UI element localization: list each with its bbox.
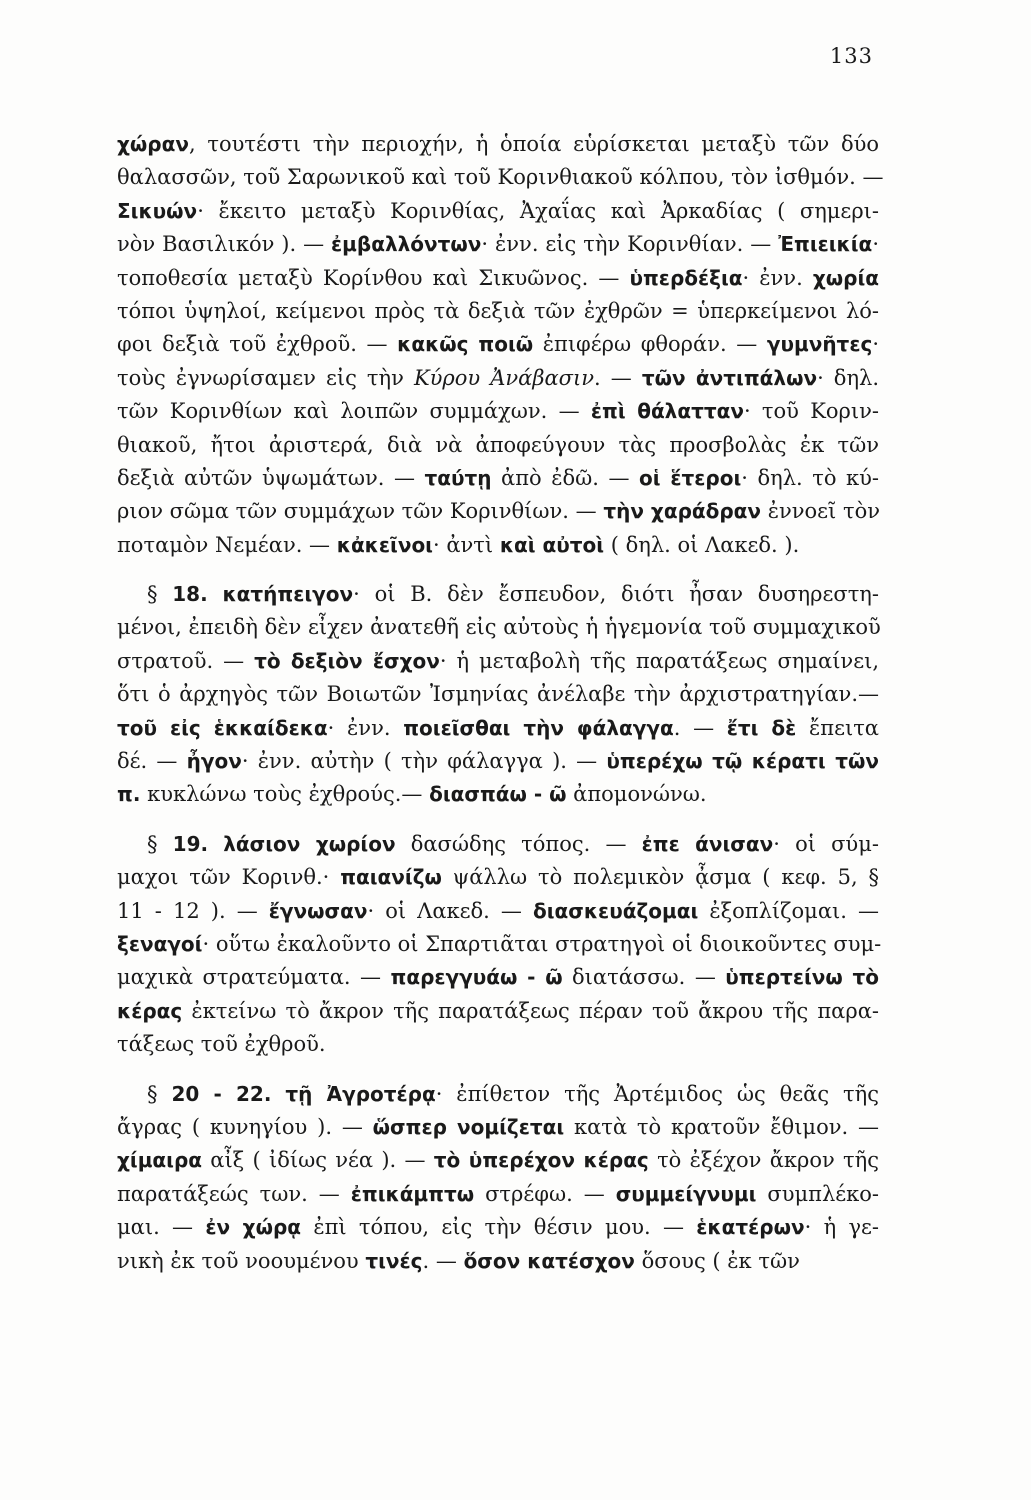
text-line bbox=[117, 995, 879, 1028]
bold-lemma: τῶν ἀντιπάλων bbox=[641, 365, 818, 390]
text-run: αἶξ ( ἰδίως νέα ). — bbox=[202, 1148, 434, 1173]
text-run: · bbox=[872, 232, 879, 257]
text-line bbox=[117, 295, 879, 328]
text-run: μαχικὰ στρατεύματα. — bbox=[117, 965, 391, 990]
bold-lemma: ἐπικάμπτω bbox=[350, 1181, 475, 1206]
text-run: · οἱ σύμ- bbox=[773, 831, 879, 856]
text-line bbox=[117, 529, 879, 562]
text-line bbox=[117, 1245, 879, 1278]
text-run: . — bbox=[673, 715, 727, 740]
text-line bbox=[117, 828, 879, 861]
text-run: μαι. — bbox=[117, 1215, 206, 1240]
bold-lemma: ἦγον bbox=[186, 749, 242, 774]
text-line bbox=[117, 1078, 879, 1111]
text-run: · δηλ. bbox=[817, 365, 880, 390]
bold-lemma: Σικυών bbox=[117, 198, 198, 223]
bold-lemma: ὑπερέχω τῷ κέρατι τῶν bbox=[606, 749, 879, 774]
text-run: παρατάξεώς των. — bbox=[117, 1181, 351, 1206]
bold-lemma: παιανίζω bbox=[340, 865, 442, 890]
text-run: τοὺς ἐγνωρίσαμεν εἰς τὴν bbox=[117, 365, 414, 390]
bold-lemma: γυμνῆτες bbox=[766, 332, 873, 357]
text-run bbox=[208, 582, 223, 606]
text-line bbox=[117, 462, 879, 495]
bold-lemma: οἱ ἕτεροι bbox=[639, 465, 742, 490]
text-line bbox=[117, 228, 879, 261]
bold-lemma: ἐμβαλλόντων bbox=[331, 232, 482, 257]
text-run: δεξιὰ αὐτῶν ὑψωμάτων. — bbox=[117, 465, 425, 490]
text-run: συμπλέκο- bbox=[756, 1181, 879, 1206]
text-run: · ἐνν. αὐτὴν ( τὴν φάλαγγα ). — bbox=[241, 749, 607, 774]
text-line bbox=[117, 1178, 879, 1211]
bold-lemma: ὑπερδέξια bbox=[629, 265, 743, 290]
bold-lemma: ὑπερτείνω τὸ bbox=[725, 965, 879, 990]
bold-lemma: ἐπὶ θάλατταν bbox=[590, 399, 744, 424]
text-run bbox=[208, 832, 223, 856]
text-run: δέ. — bbox=[117, 749, 187, 774]
text-line bbox=[117, 895, 879, 928]
bold-lemma: ταύτῃ bbox=[424, 465, 492, 490]
text-run: ἐπιφέρω φθοράν. — bbox=[533, 332, 767, 357]
text-run: τάξεως τοῦ ἐχθροῦ. bbox=[117, 1032, 326, 1057]
text-run: θιακοῦ, ἤτοι ἀριστερά, διὰ νὰ ἀποφεύγουν τὰς προσβολὰς ἐκ τῶν bbox=[117, 432, 879, 457]
bold-lemma: χίμαιρα bbox=[117, 1148, 202, 1173]
text-run: ( δηλ. οἱ Λακεδ. ). bbox=[604, 532, 800, 557]
text-run: ὅσους ( ἐκ τῶν bbox=[634, 1248, 800, 1273]
text-line bbox=[117, 1211, 879, 1244]
bold-lemma: ἐν χώρᾳ bbox=[205, 1215, 302, 1240]
text-run: κυκλώνω τοὺς ἐχθρούς.— bbox=[140, 782, 430, 807]
text-run: ἐπὶ τόπου, εἰς τὴν θέσιν μου. — bbox=[301, 1215, 697, 1240]
bold-lemma: χωρία bbox=[812, 265, 879, 290]
text-run: ριον σῶμα τῶν συμμάχων τῶν Κορινθίων. — bbox=[117, 499, 604, 524]
text-run: · ἐνν. bbox=[327, 715, 404, 740]
text-run: § bbox=[147, 1081, 172, 1106]
text-line bbox=[117, 195, 879, 228]
bold-lemma: 20 - 22. bbox=[171, 1081, 272, 1106]
text-line bbox=[117, 578, 879, 611]
bold-lemma: διασπάω - ῶ bbox=[429, 782, 567, 807]
text-run: ἐξοπλίζομαι. — bbox=[698, 898, 879, 923]
text-line bbox=[117, 161, 884, 194]
text-line bbox=[117, 429, 879, 462]
text-line bbox=[117, 778, 879, 811]
text-run: ὅτι ὁ ἀρχηγὸς τῶν Βοιωτῶν Ἰσμηνίας ἀνέλαβε τὴν ἀρχιστρατηγίαν.— bbox=[117, 682, 879, 707]
text-run: φοι δεξιὰ τοῦ ἐχθροῦ. — bbox=[117, 332, 398, 357]
text-run: τῶν Κορινθίων καὶ λοιπῶν συμμάχων. — bbox=[117, 399, 591, 424]
text-line bbox=[117, 712, 879, 745]
bold-lemma: ὅσον κατέσχον bbox=[463, 1248, 635, 1273]
text-run: τὸ ἐξέχον ἄκρον τῆς bbox=[648, 1148, 879, 1173]
text-run: νικὴ ἐκ τοῦ νοουμένου bbox=[117, 1248, 366, 1273]
text-line bbox=[117, 328, 879, 361]
bold-lemma: 19. bbox=[172, 831, 209, 856]
bold-lemma: 18. bbox=[172, 582, 208, 607]
text-run: · τοῦ Κοριν- bbox=[743, 399, 879, 424]
text-line bbox=[117, 1144, 879, 1177]
text-run: , τουτέστι τὴν περιοχήν, ἡ ὁποία εὑρίσκεται μεταξὺ τῶν δύο bbox=[188, 132, 879, 156]
text-run: 11 - 12 ). — bbox=[117, 898, 269, 923]
text-line bbox=[117, 928, 882, 961]
text-run: · ἀντὶ bbox=[432, 532, 500, 557]
bold-lemma: τὸ ὑπερέχον κέρας bbox=[433, 1148, 649, 1173]
text-run: · ἡ γε- bbox=[804, 1215, 879, 1240]
bold-lemma: λάσιον χωρίον bbox=[223, 831, 396, 856]
text-run: · δηλ. τὸ κύ- bbox=[741, 465, 879, 490]
bold-lemma: τὸ δεξιὸν ἔσχον bbox=[254, 648, 440, 673]
text-line bbox=[117, 128, 879, 161]
italic-title: Κύρου Ἀνάβασιν bbox=[413, 365, 595, 390]
bold-lemma: π. bbox=[117, 782, 141, 807]
bold-lemma: κακῶς ποιῶ bbox=[397, 332, 534, 357]
text-line bbox=[117, 495, 879, 528]
text-run: ψάλλω τὸ πολεμικὸν ᾆσμα ( κεφ. 5, § bbox=[441, 865, 879, 890]
text-run: · ἐπίθετον τῆς Ἀρτέμιδος ὡς θεᾶς τῆς bbox=[435, 1081, 879, 1106]
bold-lemma: παρεγγυάω - ῶ bbox=[390, 965, 563, 990]
bold-lemma: κἀκεῖνοι bbox=[336, 532, 433, 557]
text-run: ἐννοεῖ τὸν bbox=[761, 499, 880, 524]
text-run: ἀπομονώνω. bbox=[566, 782, 707, 807]
text-run: στρατοῦ. — bbox=[117, 648, 255, 673]
text-run: στρέφω. — bbox=[474, 1181, 616, 1206]
text-line bbox=[117, 262, 879, 295]
text-run: διατάσσω. — bbox=[562, 965, 726, 990]
text-line bbox=[117, 362, 879, 395]
text-run: . — bbox=[594, 365, 642, 390]
text-run: ποταμὸν Νεμέαν. — bbox=[117, 532, 337, 557]
bold-lemma: κέρας bbox=[117, 998, 183, 1023]
text-run: · οἱ Β. δὲν ἔσπευδον, διότι ἦσαν δυσηρεστη- bbox=[353, 582, 879, 607]
text-run: · ἡ μεταβολὴ τῆς παρατάξεως σημαίνει, bbox=[439, 648, 879, 673]
bold-lemma: ὥσπερ νομίζεται bbox=[372, 1114, 565, 1139]
text-run: · bbox=[872, 332, 879, 357]
bold-lemma: ἔγνωσαν bbox=[268, 898, 368, 923]
text-run: · ἔκειτο μεταξὺ Κορινθίας, Ἀχαΐας καὶ Ἀρκαδίας ( σημερι- bbox=[197, 198, 879, 223]
text-run: ἀπὸ ἐδῶ. — bbox=[491, 465, 639, 490]
text-line bbox=[117, 645, 879, 678]
bold-lemma: κατήπειγον bbox=[222, 582, 354, 607]
bold-lemma: τῇ Ἀγροτέρᾳ bbox=[285, 1081, 436, 1106]
text-run: § bbox=[147, 831, 173, 856]
text-line bbox=[117, 678, 879, 711]
text-run: δασώδης τόπος. — bbox=[395, 831, 642, 856]
text-run: ἐκτείνω τὸ ἄκρον τῆς παρατάξεως πέραν τοῦ ἄκρου τῆς παρα- bbox=[182, 998, 879, 1023]
bold-lemma: ποιεῖσθαι τὴν φάλαγγα bbox=[403, 715, 674, 740]
bold-lemma: τοῦ εἰς ἑκκαίδεκα bbox=[117, 715, 328, 740]
commentary-text bbox=[117, 128, 884, 1278]
text-run: τοποθεσία μεταξὺ Κορίνθου καὶ Σικυῶνος. — bbox=[117, 265, 630, 290]
bold-lemma: ἔτι δὲ bbox=[726, 715, 797, 740]
text-run: · οἱ Λακεδ. — bbox=[367, 898, 533, 923]
text-line bbox=[117, 861, 879, 894]
text-run: μένοι, ἐπειδὴ δὲν εἶχεν ἀνατεθῆ εἰς αὐτοὺς ἡ ἡγεμονία τοῦ συμμαχικοῦ bbox=[117, 615, 881, 640]
text-line bbox=[117, 1111, 879, 1144]
text-line bbox=[117, 745, 879, 778]
bold-lemma: τὴν χαράδραν bbox=[603, 499, 762, 524]
text-run: κατὰ τὸ κρατοῦν ἔθιμον. — bbox=[564, 1114, 879, 1139]
text-run: μαχοι τῶν Κορινθ.· bbox=[117, 865, 341, 890]
text-run: · ἐνν. εἰς τὴν Κορινθίαν. — bbox=[481, 232, 779, 257]
bold-lemma: Ἐπιεικία bbox=[778, 232, 873, 257]
text-run: · ἐνν. bbox=[742, 265, 813, 290]
bold-lemma: ἐπε άνισαν bbox=[641, 831, 774, 856]
text-run: νὸν Βασιλικόν ). — bbox=[117, 232, 332, 257]
page-number: 133 bbox=[829, 44, 873, 68]
text-run: § bbox=[147, 582, 173, 607]
bold-lemma: διασκευάζομαι bbox=[533, 898, 699, 923]
bold-lemma: συμμείγνυμι bbox=[615, 1181, 757, 1206]
bold-lemma: καὶ αὐτοὶ bbox=[499, 532, 605, 557]
bold-lemma: ἑκατέρων bbox=[696, 1215, 805, 1240]
text-run: · οὕτω ἐκαλοῦντο οἱ Σπαρτιᾶται στρατηγοὶ οἱ διοικοῦντες συμ- bbox=[202, 931, 882, 956]
bold-lemma: χώραν bbox=[117, 132, 189, 156]
text-line bbox=[117, 961, 879, 994]
text-run: θαλασσῶν, τοῦ Σαρωνικοῦ καὶ τοῦ Κορινθιακοῦ κόλπου, τὸν ἰσθμόν. — bbox=[117, 165, 884, 190]
bold-lemma: ξεναγοί bbox=[117, 931, 203, 956]
bold-lemma: τινές bbox=[365, 1248, 423, 1273]
text-run: ἔπειτα bbox=[796, 715, 879, 740]
text-line bbox=[117, 395, 879, 428]
text-line bbox=[117, 611, 879, 644]
text-run: τόποι ὑψηλοί, κείμενοι πρὸς τὰ δεξιὰ τῶν ἐχθρῶν = ὑπερκείμενοι λό- bbox=[117, 298, 879, 323]
text-run bbox=[271, 1082, 285, 1106]
text-run: ἄγρας ( κυνηγίου ). — bbox=[117, 1114, 373, 1139]
text-run: . — bbox=[422, 1248, 464, 1273]
text-line bbox=[117, 1028, 879, 1061]
